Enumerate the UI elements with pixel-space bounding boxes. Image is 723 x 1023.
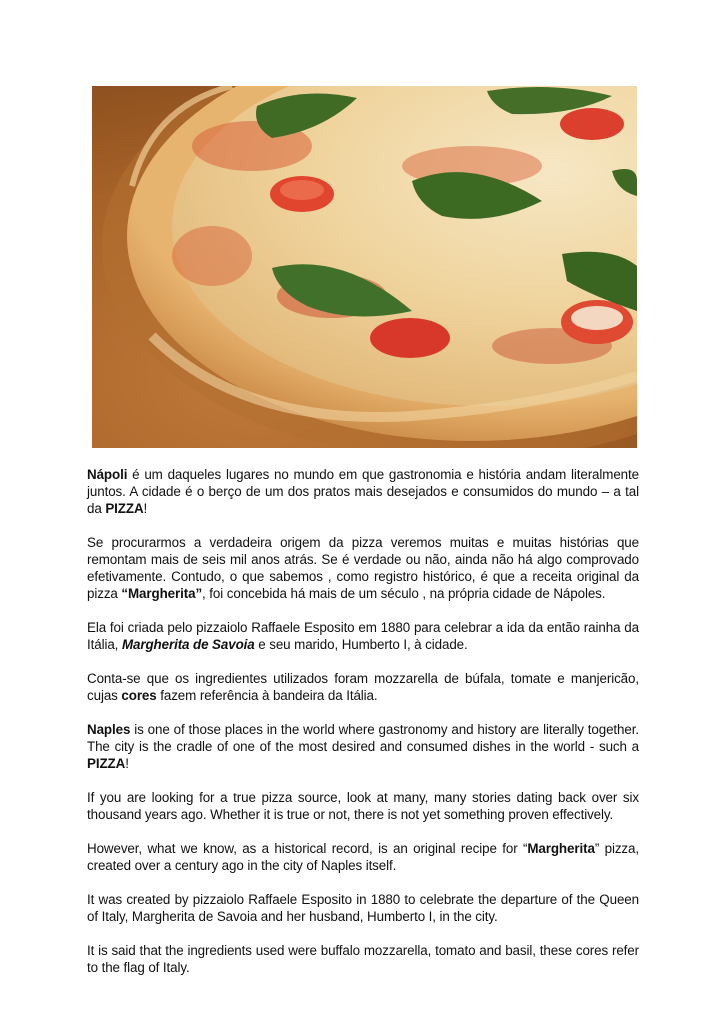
text: However, what we know, as a historical record, is an original recipe for “ — [87, 841, 528, 856]
paragraph-en-3 — [87, 840, 639, 874]
paragraph-pt-1 — [87, 466, 639, 517]
text: is one of those places in the world where gastronomy and history are literally together. The city is the cradle of one of the most desired and consumed dishes in the world - such a — [87, 722, 639, 754]
bold-text: Nápoli — [87, 467, 128, 482]
bold-text: Naples — [87, 722, 131, 737]
text: ! — [125, 756, 129, 771]
paragraph-en-5 — [87, 942, 639, 976]
text: e seu marido, Humberto I, à cidade. — [254, 637, 468, 652]
paragraph-en-1 — [87, 721, 639, 772]
text: é um daqueles lugares no mundo em que gastronomia e história andam literalmente juntos. A cidade é o berço de um dos pratos mais desejados e consumidos do mundo – a tal da — [87, 467, 639, 516]
paragraph-en-4 — [87, 891, 639, 925]
text: Conta-se que os ingredientes utilizados foram mozzarella de búfala, tomate e manjericão, cujas — [87, 671, 639, 703]
paragraph-pt-4 — [87, 670, 639, 704]
bold-text: Margherita — [527, 841, 595, 856]
text: If you are looking for a true pizza source, look at many, many stories dating back over six thousand years ago. Whether it is true or not, there is not yet something proven effectively. — [87, 790, 639, 822]
pizza-photo — [92, 86, 637, 448]
text: , foi concebida há mais de um século , na própria cidade de Nápoles. — [202, 586, 606, 601]
text: ! — [143, 501, 148, 516]
pizza-image — [92, 86, 637, 448]
text: Se procurarmos a verdadeira origem da pizza veremos muitas e muitas histórias que remontam mais de seis mil anos atrás. Se é verdade ou não, ainda não há algo comprovado efetivamente. Contudo, o que sabemos , como registro histórico, é que a receita original da pizza — [87, 535, 639, 601]
text: ” pizza, created over a century ago in the city of Naples itself. — [87, 841, 639, 873]
text: It was created by pizzaiolo Raffaele Esposito in 1880 to celebrate the departure of the Queen of Italy, Margherita de Savoia and her husband, Humberto I, in the city. — [87, 892, 639, 924]
bold-text: “Margherita” — [121, 586, 203, 601]
bold-text: cores — [121, 688, 157, 703]
text: Ela foi criada pelo pizzaiolo Raffaele Esposito em 1880 para celebrar a ida da então rainha da Itália, — [87, 620, 639, 652]
paragraph-pt-2 — [87, 534, 639, 602]
article-body — [87, 466, 639, 993]
text: fazem referência à bandeira da Itália. — [156, 688, 378, 703]
bold-text: PIZZA — [105, 501, 144, 516]
bold-text: PIZZA — [87, 756, 126, 771]
paragraph-en-2 — [87, 789, 639, 823]
text: It is said that the ingredients used were buffalo mozzarella, tomato and basil, these cores refer to the flag of Italy. — [87, 943, 639, 975]
paragraph-pt-3 — [87, 619, 639, 653]
bold-italic-text: Margherita de Savoia — [121, 637, 255, 652]
